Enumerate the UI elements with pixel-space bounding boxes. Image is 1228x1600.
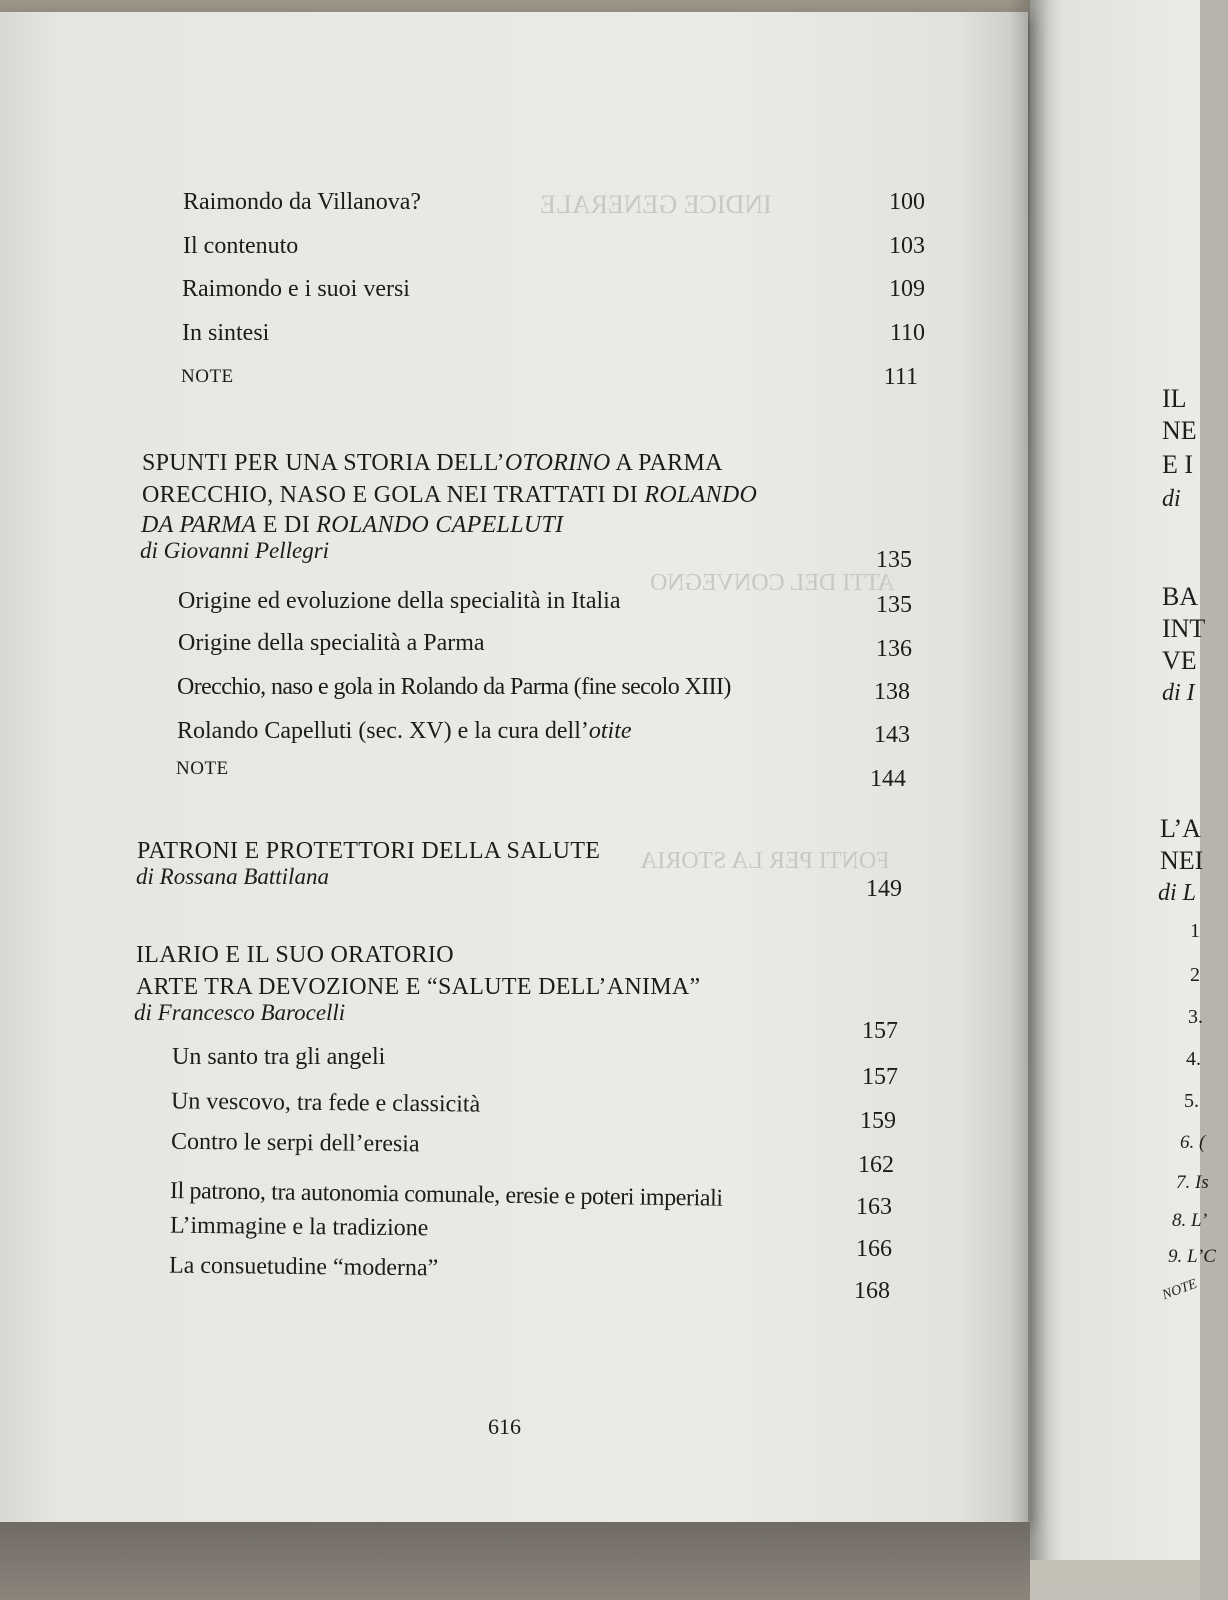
section-title: ARTE TRA DEVOZIONE E “SALUTE DELL’ANIMA” [136,974,701,1000]
toc-page-number: 157 [862,1064,898,1090]
show-through-text: INDICE GENERALE [540,190,772,219]
section-title-text: ORECCHIO, NASO E GOLA NEI TRATTATI DI [142,482,645,508]
section-title-italic: ROLANDO [644,482,758,508]
toc-entry: L’immagine e la tradizione [169,1212,429,1242]
section-title [142,482,757,509]
toc-page-number: 135 [876,592,912,618]
toc-notes-entry: NOTE [181,366,234,387]
facing-page-text: 7. Is [1176,1172,1209,1193]
section-title: ILARIO E IL SUO ORATORIO [136,942,454,968]
facing-page-text: BA [1162,582,1199,611]
toc-page-number: 166 [856,1236,892,1262]
facing-page-text: IL [1162,384,1187,413]
section-title-italic: DA PARMA [141,512,257,538]
section-title-text: A PARMA [610,450,723,476]
section-title-italic: OTORINO [504,450,611,476]
facing-page-text: 4. [1186,1048,1201,1070]
toc-page-number: 159 [860,1108,896,1134]
toc-page-number: 163 [856,1194,892,1220]
toc-page-number: 103 [889,233,925,259]
toc-page-number: 110 [889,320,925,346]
page-number: 616 [488,1414,521,1439]
toc-page-number: 111 [883,364,918,390]
facing-page-text: E I [1162,450,1194,479]
section-title-italic: ROLANDO CAPELLUTI [316,512,564,538]
toc-page-number: 157 [862,1018,898,1044]
toc-page-number: 149 [866,876,902,902]
section-title: PATRONI E PROTETTORI DELLA SALUTE [137,838,601,864]
facing-page-text: NE [1162,416,1197,445]
facing-page-text: INT [1162,614,1206,643]
toc-entry: Raimondo e i suoi versi [182,276,410,302]
toc-entry [177,718,632,745]
toc-page-number: 144 [870,766,906,792]
toc-page-number: 168 [854,1278,890,1304]
section-author: di Rossana Battilana [136,864,329,889]
facing-page-text: 8. L’ [1172,1210,1208,1231]
book-gutter [1010,0,1050,1560]
toc-page-number: 162 [858,1152,894,1178]
page-bottom-shadow [0,1522,1030,1600]
toc-page-number: 143 [874,722,910,748]
facing-page-text: di I [1162,680,1195,706]
section-title [142,450,723,477]
facing-page [1030,0,1206,1560]
section-title-text: SPUNTI PER UNA STORIA DELL’ [142,450,505,476]
facing-page-text: 2 [1190,964,1200,986]
section-title-text: E DI [256,512,317,538]
toc-entry: In sintesi [182,320,270,346]
toc-page-number: 109 [889,276,925,302]
toc-entry: Origine della specialità a Parma [178,630,485,656]
toc-entry-italic: otite [588,718,632,744]
toc-page-number: 135 [876,547,912,573]
facing-page-text: NEI [1160,846,1204,875]
toc-entry: La consuetudine “moderna” [168,1252,439,1282]
facing-page-text: 9. L’C [1168,1246,1216,1267]
toc-notes-entry: NOTE [176,758,229,779]
toc-page-number: 136 [876,636,912,662]
toc-page-number: 100 [889,189,925,215]
facing-page-text: 6. ( [1180,1132,1206,1153]
facing-page-text: NOTE [1160,1276,1200,1304]
show-through-text: FONTI PER LA STORIA [640,848,890,874]
toc-entry: Un vescovo, tra fede e classicità [170,1088,481,1118]
facing-page-text: L’A [1160,814,1201,843]
section-title [141,512,563,539]
facing-page-text: VE [1162,646,1197,675]
facing-page-text: di L [1158,880,1197,906]
section-author: di Francesco Barocelli [134,1000,346,1025]
facing-page-text: 1 [1190,920,1200,942]
toc-entry: Contro le serpi dell’eresia [170,1128,420,1158]
facing-page-text: 3. [1188,1006,1203,1028]
toc-entry-text: Rolando Capelluti (sec. XV) e la cura dell’ [177,718,589,744]
facing-page-text: 5. [1184,1090,1199,1112]
toc-entry: Un santo tra gli angeli [172,1044,386,1070]
toc-entry: Il patrono, tra autonomia comunale, eresie e poteri imperiali [169,1178,723,1212]
toc-page-number: 138 [874,679,910,705]
toc-entry: Raimondo da Villanova? [183,189,422,215]
toc-entry: Orecchio, naso e gola in Rolando da Parma (fine secolo XIII) [177,674,731,700]
facing-page-text: di [1162,486,1181,512]
show-through-text: ATTI DEL CONVEGNO [650,570,895,596]
toc-entry: Il contenuto [183,233,299,259]
toc-entry: Origine ed evoluzione della specialità in Italia [178,588,621,614]
section-author: di Giovanni Pellegri [140,538,330,563]
